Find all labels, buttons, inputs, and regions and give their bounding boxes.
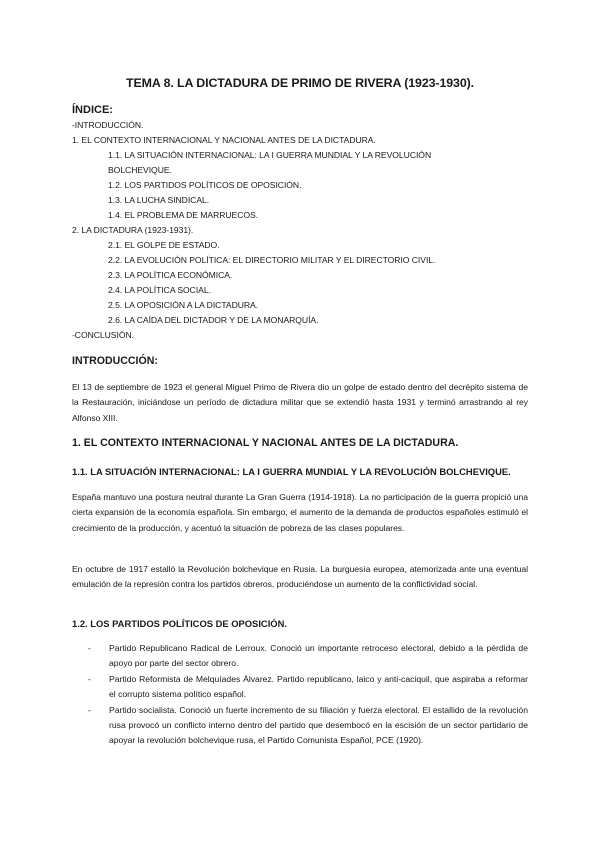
toc-item: -INTRODUCCIÓN. — [72, 120, 144, 130]
section1-heading: 1. EL CONTEXTO INTERNACIONAL Y NACIONAL ANTES DE LA DICTADURA. — [72, 437, 459, 449]
toc-item: 2.5. LA OPOSICIÓN A LA DICTADURA. — [108, 300, 259, 310]
toc-item: 1.2. LOS PARTIDOS POLÍTICOS DE OPOSICIÓN. — [108, 180, 302, 190]
toc-item: 2.2. LA EVOLUCIÓN POLÍTICA: EL DIRECTORIO MILITAR Y EL DIRECTORIO CIVIL. — [108, 255, 436, 265]
bullet-dash: - — [88, 704, 91, 715]
table-of-contents — [72, 118, 532, 343]
subsection-1-1-heading: 1.1. LA SITUACIÓN INTERNACIONAL: LA I GUERRA MUNDIAL Y LA REVOLUCIÓN BOLCHEVIQUE. — [72, 466, 511, 477]
index-heading: ÍNDICE: — [72, 104, 113, 116]
party-list — [72, 641, 528, 749]
list-item — [72, 703, 528, 749]
list-item — [72, 641, 528, 672]
toc-item: 2.1. EL GOLPE DE ESTADO. — [108, 240, 220, 250]
intro-paragraph: El 13 de septiembre de 1923 el general Miguel Primo de Rivera dio un golpe de estado dentro del decrépito sistema de la Restauración, iniciándose un período de dictadura militar que se extendió hasta 1931 y terminó arrastrando al rey Alfonso XIII. — [72, 382, 528, 423]
bullet-dash: - — [88, 673, 91, 684]
list-item-text: Partido socialista. Conoció un fuerte incremento de su filiación y fuerza electoral. El estallido de la revolución rusa provocó un conflicto interno dentro del partido que desembocó en la escisión de un sector partidario de apoyar la revolución bolchevique rusa, el Partido Comunista Español, PCE (1920). — [109, 704, 528, 746]
paragraph: En octubre de 1917 estalló la Revolución bolchevique en Rusia. La burguesía europea, atemorizada ante una eventual emulación de la represión contra los partidos obreros, produciéndose un aumento de la conflictividad social. — [72, 564, 528, 590]
subsection-1-2-heading: 1.2. LOS PARTIDOS POLÍTICOS DE OPOSICIÓN. — [72, 618, 287, 629]
list-item-text: Partido Republicano Radical de Lerroux. Conoció un importante retroceso electoral, debido a la pérdida de apoyo por parte del sector obrero. — [109, 643, 528, 669]
intro-heading: INTRODUCCIÓN: — [72, 355, 158, 367]
toc-item: 1. EL CONTEXTO INTERNACIONAL Y NACIONAL ANTES DE LA DICTADURA. — [72, 135, 376, 145]
toc-item: 2.3. LA POLÍTICA ECONÓMICA. — [108, 270, 233, 280]
toc-item: 2.4. LA POLÍTICA SOCIAL. — [108, 285, 211, 295]
page-title: TEMA 8. LA DICTADURA DE PRIMO DE RIVERA (1923-1930). — [126, 76, 474, 90]
list-item-text: Partido Reformista de Melquíades Álvarez. Partido republicano, laico y anti-caciquil, que aspiraba a reformar el corrupto sistema político español. — [109, 673, 528, 700]
list-item — [72, 672, 528, 703]
bullet-dash: - — [88, 643, 91, 653]
toc-item: -CONCLUSIÓN. — [72, 330, 134, 340]
toc-item: 1.3. LA LUCHA SINDICAL. — [108, 195, 210, 205]
toc-item: 1.4. EL PROBLEMA DE MARRUECOS. — [108, 210, 259, 220]
paragraph: España mantuvo una postura neutral durante La Gran Guerra (1914-1918). La no participación de la guerra propició una cierta expansión de la economía española. Sin embargo, el aumento de la demanda de productos españoles estimuló el crecimiento de la producción, y acentuó la situación de pobreza de las clases populares. — [72, 492, 528, 533]
toc-item: 1.1. LA SITUACIÓN INTERNACIONAL: LA I GUERRA MUNDIAL Y LA REVOLUCIÓN BOLCHEVIQUE. — [108, 150, 432, 175]
toc-item: 2. LA DICTADURA (1923-1931). — [72, 225, 194, 235]
toc-item: 2.6. LA CAÍDA DEL DICTADOR Y DE LA MONARQUÍA. — [108, 315, 319, 325]
